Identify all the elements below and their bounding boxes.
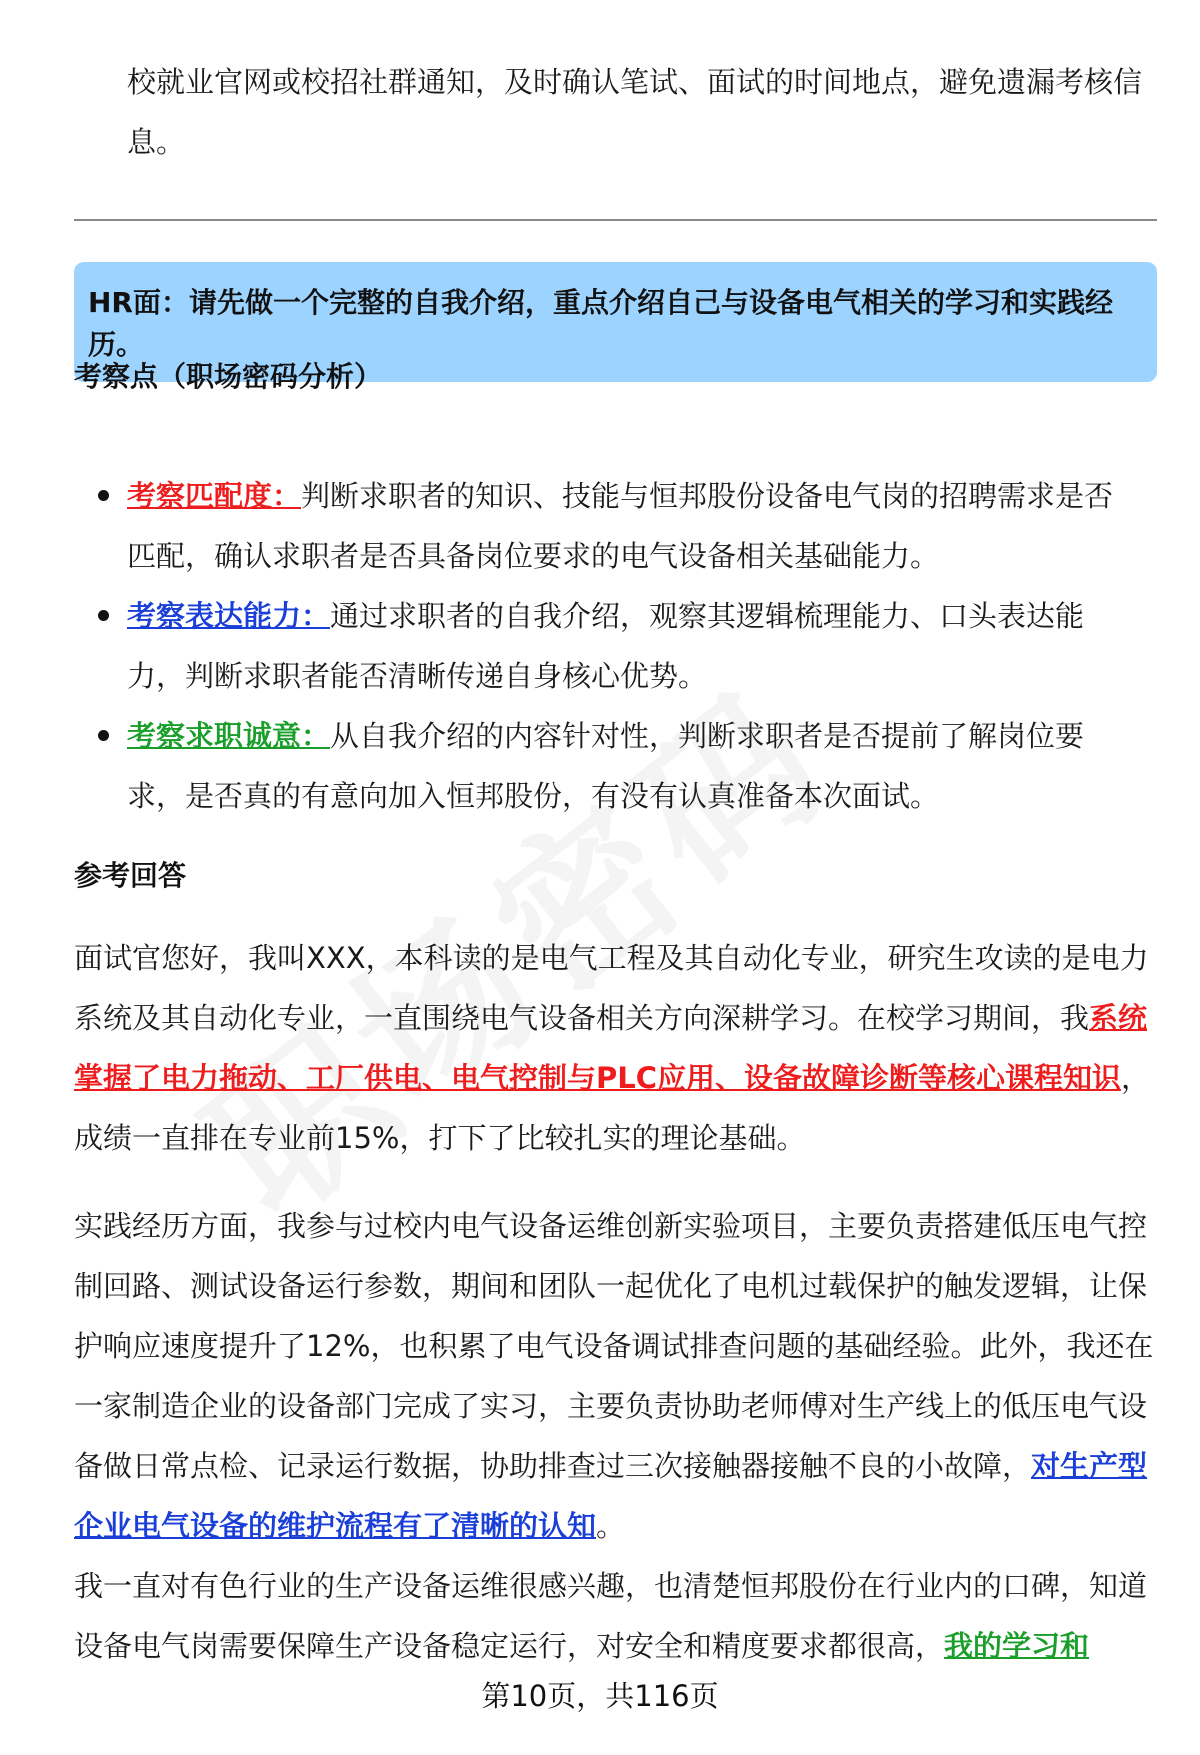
answer-paragraph-2	[74, 1196, 1159, 1556]
analysis-text: 从自我介绍的内容针对性，判断求职者是否提前了解岗位要求，是否真的有意向加入恒邦股份，有没有认真准备本次面试。	[127, 719, 1085, 813]
analysis-item-expression	[74, 586, 1137, 706]
analysis-text: 通过求职者的自我介绍，观察其逻辑梳理能力、口头表达能力，判断求职者能否清晰传递自身核心优势。	[127, 599, 1085, 693]
analysis-text: 判断求职者的知识、技能与恒邦股份设备电气岗的招聘需求是否匹配，确认求职者是否具备岗位要求的电气设备相关基础能力。	[127, 479, 1114, 573]
analysis-keyword: 考察匹配度：	[127, 479, 302, 513]
answer-text: 。	[596, 1509, 626, 1543]
analysis-item-match	[74, 466, 1137, 586]
answer-highlight: 系统掌握了电力拖动、工厂供电、电气控制与PLC应用、设备故障诊断等核心课程知识	[74, 1001, 1148, 1095]
answer-highlight: 对生产型企业电气设备的维护流程有了清晰的认知	[74, 1449, 1148, 1543]
answer-text: 面试官您好，我叫XXX，本科读的是电气工程及其自动化专业，研究生攻读的是电力系统及其自动化专业，一直围绕电气设备相关方向深耕学习。在校学习期间，我	[74, 941, 1149, 1035]
answer-highlight: 我的学习和	[944, 1629, 1090, 1663]
bullet-dot-icon	[98, 610, 109, 621]
bullet-dot-icon	[98, 730, 109, 741]
page-number: 第10页，共116页	[481, 1679, 719, 1713]
analysis-keyword: 考察求职诚意：	[127, 719, 331, 753]
analysis-item-sincerity	[74, 706, 1137, 826]
answer-paragraph-1	[74, 928, 1159, 1168]
analysis-keyword: 考察表达能力：	[127, 599, 331, 633]
analysis-heading: 考察点（职场密码分析）	[74, 360, 383, 393]
horizontal-divider	[74, 219, 1157, 221]
answer-paragraph-3	[74, 1556, 1159, 1676]
top-paragraph: 校就业官网或校招社群通知，及时确认笔试、面试的时间地点，避免遗漏考核信息。	[127, 65, 1143, 159]
analysis-list	[74, 466, 1157, 826]
answer-text: 实践经历方面，我参与过校内电气设备运维创新实验项目，主要负责搭建低压电气控制回路、测试设备运行参数，期间和团队一起优化了电机过载保护的触发逻辑，让保护响应速度提升了12%，也积累了电气设备调试排查问题的基础经验。此外，我还在一家制造企业的设备部门完成了实习，主要负责协助老师傅对生产线上的低压电气设备做日常点检、记录运行数据，协助排查过三次接触器接触不良的小故障，	[74, 1209, 1154, 1483]
answer-text: ，成绩一直排在专业前15%，打下了比较扎实的理论基础。	[74, 1061, 1151, 1155]
bullet-dot-icon	[98, 490, 109, 501]
question-text: HR面：请先做一个完整的自我介绍，重点介绍自己与设备电气相关的学习和实践经历。	[88, 286, 1113, 361]
answer-text: 我一直对有色行业的生产设备运维很感兴趣，也清楚恒邦股份在行业内的口碑，知道设备电气岗需要保障生产设备稳定运行，对安全和精度要求都很高，	[74, 1569, 1148, 1663]
answer-heading: 参考回答	[74, 859, 187, 892]
